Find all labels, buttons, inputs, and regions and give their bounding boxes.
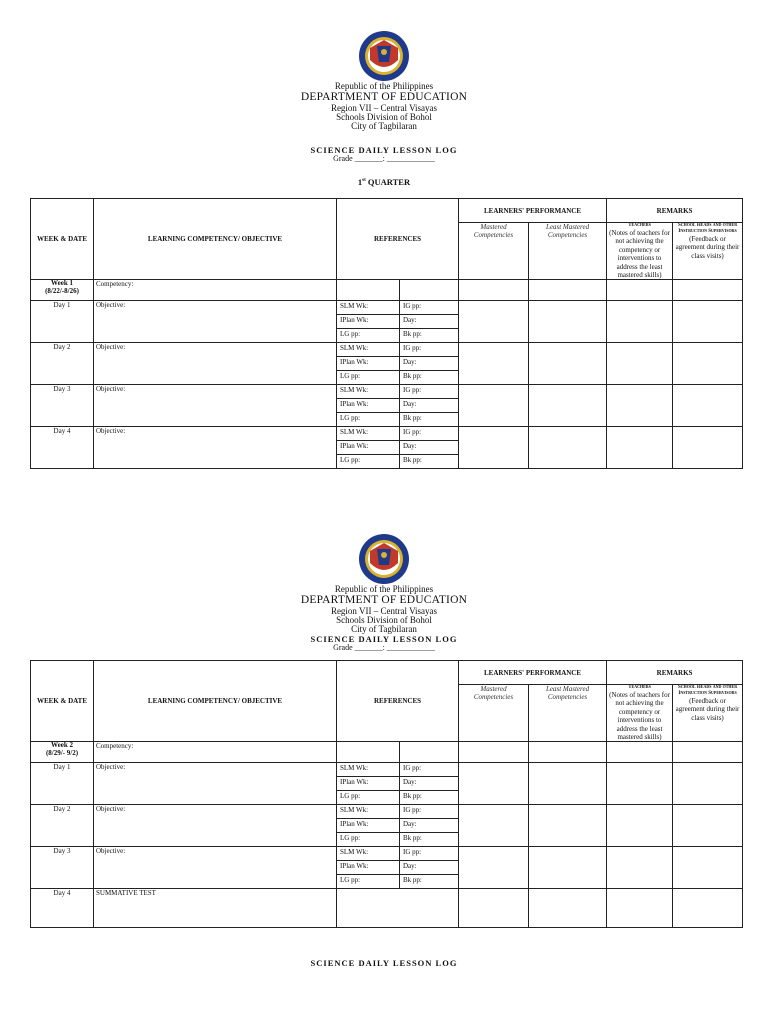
heads-header: School Heads and other Instruction Supervisors (Feedback or agreement during their class visits) [673,685,743,742]
lesson-log-table-week2 [30,660,743,928]
ig-cell[interactable]: IG pp: [400,385,459,399]
objective-cell[interactable]: Objective: [94,301,337,343]
least-mastered-header: Least Mastered Competencies [529,223,607,280]
quarter-label: 1st QUARTER [357,177,411,187]
day-cell: Day 1 [31,763,94,805]
bk-cell[interactable]: Bk pp: [400,329,459,343]
performance-header: LEARNERS' PERFORMANCE [459,199,607,223]
division-text: Schools Division of Bohol [336,614,432,625]
region-text: Region VII – Central Visayas [330,605,438,616]
slm-cell[interactable]: SLM Wk: [337,847,400,861]
lg-cell[interactable]: LG pp: [337,833,400,847]
references-header: REFERENCES [337,661,459,742]
competency-header: LEARNING COMPETENCY/ OBJECTIVE [94,199,337,280]
lg-cell[interactable]: LG pp: [337,455,400,469]
iplan-cell[interactable]: IPlan Wk: [337,777,400,791]
mastered-header: Mastered Competencies [459,685,529,742]
log-title: SCIENCE DAILY LESSON LOG [310,145,458,155]
republic-text: Republic of the Philippines [334,584,434,594]
competency-cell[interactable]: Competency: [94,742,337,763]
objective-cell[interactable]: Objective: [94,385,337,427]
day-ref-cell[interactable]: Day: [400,777,459,791]
day-ref-cell[interactable]: Day: [400,819,459,833]
day-cell: Day 3 [31,385,94,427]
iplan-cell[interactable]: IPlan Wk: [337,861,400,875]
ig-cell[interactable]: IG pp: [400,427,459,441]
references-header: REFERENCES [337,199,459,280]
day-cell: Day 1 [31,301,94,343]
ig-cell[interactable]: IG pp: [400,805,459,819]
bk-cell[interactable]: Bk pp: [400,791,459,805]
week-cell: Week 1 (8/22/-8/26) [31,280,94,301]
bk-cell[interactable]: Bk pp: [400,413,459,427]
week-date-header: WEEK & DATE [31,661,94,742]
lg-cell[interactable]: LG pp: [337,329,400,343]
slm-cell[interactable]: SLM Wk: [337,763,400,777]
lg-cell[interactable]: LG pp: [337,791,400,805]
city-text: City of Tagbilaran [351,624,417,635]
slm-cell[interactable]: SLM Wk: [337,301,400,315]
objective-cell[interactable]: Objective: [94,763,337,805]
teachers-header: Teachers (Notes of teachers for not achieving the competency or interventions to address the least mastered skills) [607,685,673,742]
day-cell: Day 4 [31,427,94,469]
iplan-cell[interactable]: IPlan Wk: [337,441,400,455]
day-cell: Day 3 [31,847,94,889]
deped-seal-logo [358,30,410,82]
lesson-log-table-week1 [30,198,743,469]
objective-cell[interactable]: Objective: [94,343,337,385]
teachers-header: Teachers (Notes of teachers for not achieving the competency or interventions to address the least mastered skills) [607,223,673,280]
ig-cell[interactable]: IG pp: [400,343,459,357]
mastered-header: Mastered Competencies [459,223,529,280]
day-ref-cell[interactable]: Day: [400,861,459,875]
bk-cell[interactable]: Bk pp: [400,455,459,469]
bk-cell[interactable]: Bk pp: [400,371,459,385]
lg-cell[interactable]: LG pp: [337,875,400,889]
day-ref-cell[interactable]: Day: [400,441,459,455]
republic-text: Republic of the Philippines [334,81,434,91]
department-title: DEPARTMENT OF EDUCATION [300,91,468,104]
objective-cell[interactable]: Objective: [94,805,337,847]
log-title: SCIENCE DAILY LESSON LOG [310,633,458,644]
department-title: DEPARTMENT OF EDUCATION [300,594,468,607]
iplan-cell[interactable]: IPlan Wk: [337,315,400,329]
city-text: City of Tagbilaran [351,121,417,132]
iplan-cell[interactable]: IPlan Wk: [337,357,400,371]
iplan-cell[interactable]: IPlan Wk: [337,399,400,413]
day-cell: Day 2 [31,343,94,385]
region-text: Region VII – Central Visayas [330,102,438,113]
deped-seal-logo [358,533,410,585]
day-ref-cell[interactable]: Day: [400,399,459,413]
iplan-cell[interactable]: IPlan Wk: [337,819,400,833]
log-title-footer: SCIENCE DAILY LESSON LOG [310,958,458,968]
lg-cell[interactable]: LG pp: [337,371,400,385]
bk-cell[interactable]: Bk pp: [400,833,459,847]
ig-cell[interactable]: IG pp: [400,763,459,777]
lg-cell[interactable]: LG pp: [337,413,400,427]
day-cell: Day 4 [31,889,94,928]
summative-test-cell[interactable]: SUMMATIVE TEST [94,889,337,928]
competency-header: LEARNING COMPETENCY/ OBJECTIVE [94,661,337,742]
remarks-header: REMARKS [607,661,743,685]
ig-cell[interactable]: IG pp: [400,301,459,315]
day-ref-cell[interactable]: Day: [400,315,459,329]
week-date-header: WEEK & DATE [31,199,94,280]
objective-cell[interactable]: Objective: [94,847,337,889]
slm-cell[interactable]: SLM Wk: [337,385,400,399]
day-ref-cell[interactable]: Day: [400,357,459,371]
ig-cell[interactable]: IG pp: [400,847,459,861]
bk-cell[interactable]: Bk pp: [400,875,459,889]
heads-header: School Heads and other Instruction Supervisors (Feedback or agreement during their class visits) [673,223,743,280]
grade-line: Grade _______: ____________ [333,642,435,652]
week-cell: Week 2 (8/29/- 9/2) [31,742,94,763]
division-text: Schools Division of Bohol [336,111,432,122]
remarks-header: REMARKS [607,199,743,223]
slm-cell[interactable]: SLM Wk: [337,427,400,441]
day-cell: Day 2 [31,805,94,847]
least-mastered-header: Least Mastered Competencies [529,685,607,742]
slm-cell[interactable]: SLM Wk: [337,805,400,819]
objective-cell[interactable]: Objective: [94,427,337,469]
performance-header: LEARNERS' PERFORMANCE [459,661,607,685]
grade-line: Grade _______: ____________ [333,153,435,163]
slm-cell[interactable]: SLM Wk: [337,343,400,357]
competency-cell[interactable]: Competency: [94,280,337,301]
